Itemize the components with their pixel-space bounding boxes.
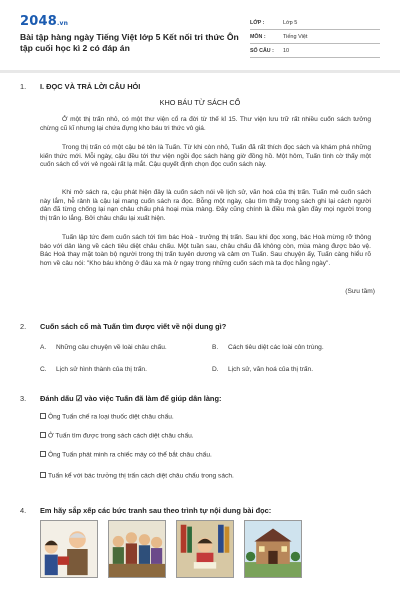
question-title: Em hãy sắp xếp các bức tranh sau theo trình tự nội dung bài đọc:: [40, 506, 272, 515]
meta-value: 10: [283, 47, 290, 54]
story-source: (Sưu tầm): [345, 288, 375, 295]
document-title: Bài tập hàng ngày Tiếng Việt lớp 5 Kết nối tri thức Ôn tập cuối học kì 2 có đáp án: [20, 32, 239, 53]
boy-reading-illustration: [177, 521, 233, 577]
logo-suffix: .vn: [56, 20, 69, 27]
option-letter: A.: [40, 344, 47, 351]
meta-key: MÔN :: [250, 33, 266, 40]
meta-key: SỐ CÂU :: [250, 47, 274, 54]
picture-sequence: [34, 520, 374, 580]
story-paragraph: Ở một thị trấn nhỏ, có một thư viện cổ ra đời từ thế kỉ 15. Thư viện lưu trữ rất nhiều cuốn sách tưởng chừng cũ kĩ nhưng lại chứa đựng kho báu tri thức vô giá.: [40, 116, 371, 132]
checkbox-item[interactable]: [40, 432, 194, 440]
villagers-illustration: [109, 521, 165, 577]
checkbox[interactable]: [40, 432, 46, 438]
picture-villagers-gathering[interactable]: [108, 520, 166, 578]
question-number: 1.: [20, 82, 27, 91]
header-divider: [0, 70, 400, 73]
logo-main: 2048: [20, 14, 57, 29]
question-number: 2.: [20, 322, 27, 331]
checkbox[interactable]: [40, 451, 46, 457]
checkbox-item[interactable]: [40, 451, 212, 459]
meta-key: LỚP :: [250, 19, 265, 26]
meta-table: [250, 16, 380, 58]
option-letter: C.: [40, 366, 47, 373]
question-title: Đánh dấu ☑ vào việc Tuấn đã làm để giúp dân làng:: [40, 394, 222, 403]
answer-option-b[interactable]: [212, 344, 324, 351]
question-number: 3.: [20, 394, 27, 403]
answer-option-c[interactable]: [40, 366, 147, 373]
option-text: Lịch sử hình thành của thị trấn.: [56, 366, 147, 373]
question-title: I. ĐỌC VÀ TRẢ LỜI CÂU HỎI: [40, 82, 141, 91]
option-text: Lịch sử, văn hoá của thị trấn.: [228, 366, 314, 373]
header: [20, 14, 380, 64]
boy-with-elder-illustration: [41, 521, 97, 577]
meta-value: Tiếng Việt: [283, 33, 308, 40]
checkbox-label: Ông Tuấn chế ra loại thuốc diệt châu chấu.: [48, 413, 174, 421]
option-letter: D.: [212, 366, 219, 373]
checkbox[interactable]: [40, 472, 46, 478]
meta-row-subject: [250, 30, 380, 44]
question-title: Cuốn sách cổ mà Tuấn tìm được viết về nội dung gì?: [40, 322, 227, 331]
old-library-illustration: [245, 521, 301, 577]
checkbox[interactable]: [40, 413, 46, 419]
story-paragraph: Trong thị trấn có một cậu bé tên là Tuấn. Từ khi còn nhỏ, Tuấn đã rất thích đọc sách và khám phá những kiến thức mới. Mỗi ngày, cậu đều tới thư viện ngồi đọc sách hàng giờ đồng hồ. Một hôm, Tuấn tình cờ thấy một cuốn sách cổ với vẻ ngoài rất lạ mắt. Cậu quyết định chọn đọc cuốn sách này.: [40, 144, 371, 169]
question-number: 4.: [20, 506, 27, 515]
option-text: Cách tiêu diệt các loài côn trùng.: [228, 344, 324, 351]
option-text: Những câu chuyện về loài châu chấu.: [56, 344, 167, 351]
checkbox-item[interactable]: [40, 472, 234, 480]
checkbox-label: Ở Tuấn tìm được trong sách cách diệt châu chấu.: [48, 432, 194, 440]
picture-boy-reading[interactable]: [176, 520, 234, 578]
answer-option-d[interactable]: [212, 366, 313, 373]
story-title: KHO BÁU TỪ SÁCH CỔ: [159, 98, 241, 107]
story-paragraph: Tuấn lập tức đem cuốn sách tới tìm bác Hoà - trưởng thị trấn. Sau khi đọc xong, bác Hoà mừng rỡ thông báo với dân làng về cách tiêu diệt châu chấu. Một tuần sau, châu chấu đã không còn, mùa màng được bảo vệ. Bác Hoà thay mặt toàn bộ người trong thị trấn tuyên dương và cảm ơn Tuấn. Sau chuyện ấy, Tuấn càng hiểu rõ hơn về câu nói: "Kho báu không ở đâu xa mà ở ngay trong những cuốn sách mà ta đọc hằng ngày".: [40, 234, 371, 267]
checkbox-label: Tuấn kể với bác trưởng thị trấn cách diệt châu chấu trong sách.: [48, 472, 234, 480]
meta-row-count: [250, 44, 380, 58]
site-logo[interactable]: [20, 14, 68, 29]
picture-old-library[interactable]: [244, 520, 302, 578]
checkbox-label: Ông Tuấn phát minh ra chiếc máy có thể bắt châu chấu.: [48, 451, 212, 459]
option-letter: B.: [212, 344, 219, 351]
meta-row-class: [250, 16, 380, 30]
checkbox-item[interactable]: [40, 413, 174, 421]
story-paragraph: Khi mở sách ra, cậu phát hiện đây là cuốn sách nói về lịch sử, văn hoá của thị trấn. Tuấn mê cuốn sách này lắm, hễ rảnh là cậu lại mang cuốn sách ra đọc. Bỗng một ngày, cậu tìm thấy trong sách ghi lại cách người dân đã từng chống lại nạn châu chấu phá hoại mùa màng. Đây cũng chính là điều mà gần đây mọi người trong thị trấn lo lắng. Bởi châu chấu lại xuất hiện.: [40, 189, 371, 222]
meta-value: Lớp 5: [283, 19, 298, 26]
answer-option-a[interactable]: [40, 344, 167, 351]
picture-boy-with-elder[interactable]: [40, 520, 98, 578]
